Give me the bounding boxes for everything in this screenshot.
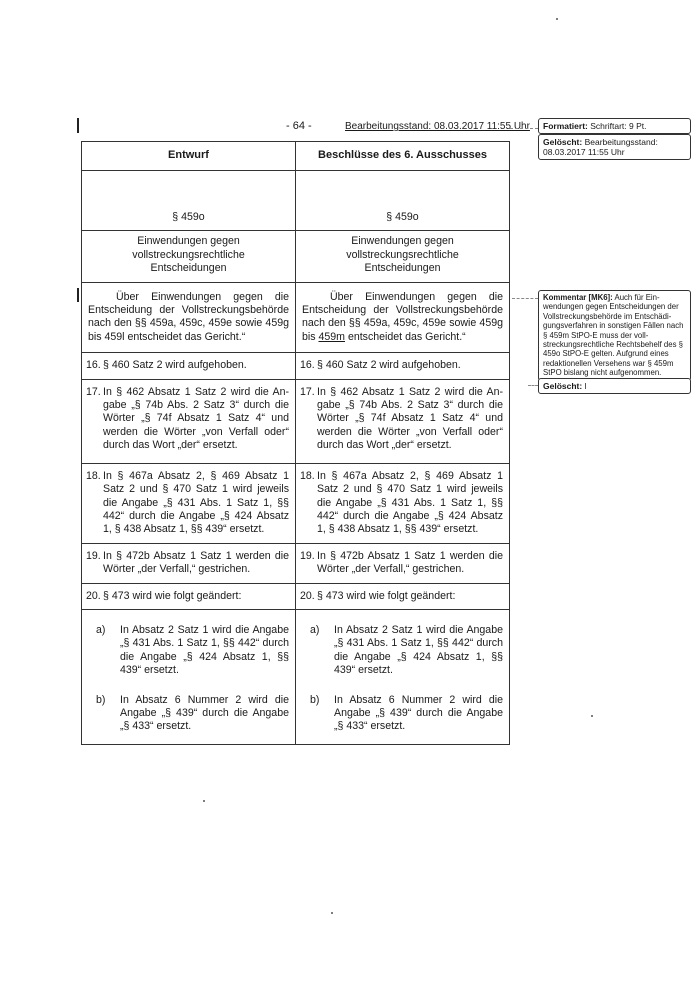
item-cell-right — [296, 583, 510, 609]
column-header-committee: Beschlüsse des 6. Ausschusses — [296, 142, 510, 171]
item-number: 20. — [300, 589, 315, 602]
item-number: 17. — [86, 385, 101, 398]
section-cell-right — [296, 171, 510, 231]
synopsis-table — [81, 141, 510, 745]
subitem-label: a) — [310, 623, 320, 636]
subitem-label: a) — [96, 623, 106, 636]
column-header-draft: Entwurf — [82, 142, 296, 171]
item-number: 18. — [300, 469, 315, 482]
item-number: 17. — [300, 385, 315, 398]
item-cell-right — [296, 543, 510, 583]
item-cell-right — [296, 379, 510, 463]
item-text: In § 467a Absatz 2, § 469 Absatz 1 Satz 2 und § 470 Satz 1 wird jeweils die Angabe „§ 431 Abs. 1 Satz 1, §§ 442“ durch die Angabe „§ 424 Absatz 1, § 438 Absatz 1, §§ 439“ ersetzt. — [103, 469, 289, 536]
item-text: In § 462 Absatz 1 Satz 2 wird die Angabe „§ 74b Abs. 2 Satz 3“ durch die Wörter „§ 74f Absatz 1 Satz 4“ und werden die Wörter „von Verfall oder“ durch das Wort „der“ ersetzt. — [103, 385, 289, 452]
item-text: In § 472b Absatz 1 Satz 1 werden die Wörter „der Verfall,“ gestrichen. — [103, 549, 289, 576]
item-number: 18. — [86, 469, 101, 482]
subitem-text: In Absatz 2 Satz 1 wird die Angabe „§ 431 Abs. 1 Satz 1, §§ 442“ durch die Angabe „§ 424 Absatz 1, §§ 439“ ersetzt. — [334, 623, 503, 677]
revision-status: Bearbeitungsstand: 08.03.2017 11:55 Uhr — [345, 121, 530, 132]
subitem-label: b) — [310, 693, 320, 706]
revision-bar — [77, 118, 79, 133]
item-cell-right — [296, 463, 510, 543]
title-cell-left — [82, 231, 296, 282]
subitem-cell-left — [82, 609, 296, 744]
subitem-text: In Absatz 2 Satz 1 wird die Angabe „§ 431 Abs. 1 Satz 1, §§ 442“ durch die Angabe „§ 424 Absatz 1, §§ 439“ ersetzt. — [120, 623, 289, 677]
comment-connector — [528, 385, 538, 386]
item-cell-left — [82, 583, 296, 609]
paragraph-text: Über Einwendungen gegen die Entscheidung der Vollstreckungsbehörde nach den §§ 459a, 459c, 459e sowie 459g bis 459m entscheidet das Gericht.“ — [302, 290, 503, 343]
comment-connector — [512, 298, 538, 299]
comment-formatted[interactable]: Formatiert: Schriftart: 9 Pt. — [538, 118, 691, 134]
item-text: In § 467a Absatz 2, § 469 Absatz 1 Satz 2 und § 470 Satz 1 wird jeweils die Angabe „§ 431 Abs. 1 Satz 1, §§ 442“ durch die Angabe „§ 424 Absatz 1, § 438 Absatz 1, §§ 439“ ersetzt. — [317, 469, 503, 536]
inserted-text: 459m — [318, 330, 345, 343]
scan-speck — [556, 18, 558, 20]
item-cell-left — [82, 543, 296, 583]
section-number: § 459o — [172, 211, 205, 223]
paragraph-cell-left — [82, 282, 296, 353]
scan-speck — [331, 912, 333, 914]
item-number: 16. — [86, 359, 101, 372]
comment-deleted[interactable]: Gelöscht: Bearbeitungsstand: 08.03.2017 11:55 Uhr — [538, 134, 691, 160]
section-title: Einwendungen gegen vollstreckungsrechtliche Entscheidungen — [132, 235, 245, 275]
paragraph-cell-right — [296, 282, 510, 353]
title-cell-right — [296, 231, 510, 282]
item-text: § 473 wird wie folgt geändert: — [317, 589, 456, 602]
subitem-cell-right — [296, 609, 510, 744]
scan-speck — [591, 715, 593, 717]
item-text: In § 472b Absatz 1 Satz 1 werden die Wörter „der Verfall,“ gestrichen. — [317, 549, 503, 576]
subitem-label: b) — [96, 693, 106, 706]
item-cell-right — [296, 353, 510, 379]
item-cell-left — [82, 353, 296, 379]
comment-annotation[interactable]: Kommentar [MK6]: Auch für Einwendungen gegen Entscheidungen der Vollstreckungsbehörde im Entschädigungsverfahren in sonstigen Fällen nach § 459m StPO-E muss der vollstreckungsrechtliche Rechtsbehelf des § 459o StPO-E gelten. Aufgrund eines redaktionellen Versehens war § 459m StPO bislang nicht aufgenommen. — [538, 290, 691, 381]
section-title: Einwendungen gegen vollstreckungsrechtliche Entscheidungen — [346, 235, 459, 275]
item-text: In § 462 Absatz 1 Satz 2 wird die Angabe „§ 74b Abs. 2 Satz 3“ durch die Wörter „§ 74f Absatz 1 Satz 4“ und werden die Wörter „von Verfall oder“ durch das Wort „der“ ersetzt. — [317, 385, 503, 452]
subitem-text: In Absatz 6 Nummer 2 wird die Angabe „§ 439“ durch die Angabe „§ 433“ ersetzt. — [334, 693, 503, 733]
item-cell-left — [82, 379, 296, 463]
item-cell-left — [82, 463, 296, 543]
item-number: 19. — [300, 549, 315, 562]
comment-deleted[interactable]: Gelöscht: l — [538, 378, 691, 394]
scan-speck — [203, 800, 205, 802]
item-number: 20. — [86, 589, 101, 602]
item-text: § 460 Satz 2 wird aufgehoben. — [317, 359, 461, 372]
item-number: 16. — [300, 359, 315, 372]
section-cell-left — [82, 171, 296, 231]
subitem-text: In Absatz 6 Nummer 2 wird die Angabe „§ 439“ durch die Angabe „§ 433“ ersetzt. — [120, 693, 289, 733]
item-text: § 460 Satz 2 wird aufgehoben. — [103, 359, 247, 372]
paragraph-text: Über Einwendungen gegen die Entscheidung der Vollstreckungsbehörde nach den §§ 459a, 459c, 459e sowie 459g bis 459l entscheidet das Gericht.“ — [88, 290, 289, 343]
comment-connector — [510, 128, 538, 129]
page-number: - 64 - — [286, 120, 312, 132]
revision-bar — [77, 288, 79, 302]
item-text: § 473 wird wie folgt geändert: — [103, 589, 242, 602]
item-number: 19. — [86, 549, 101, 562]
section-number: § 459o — [386, 211, 419, 223]
